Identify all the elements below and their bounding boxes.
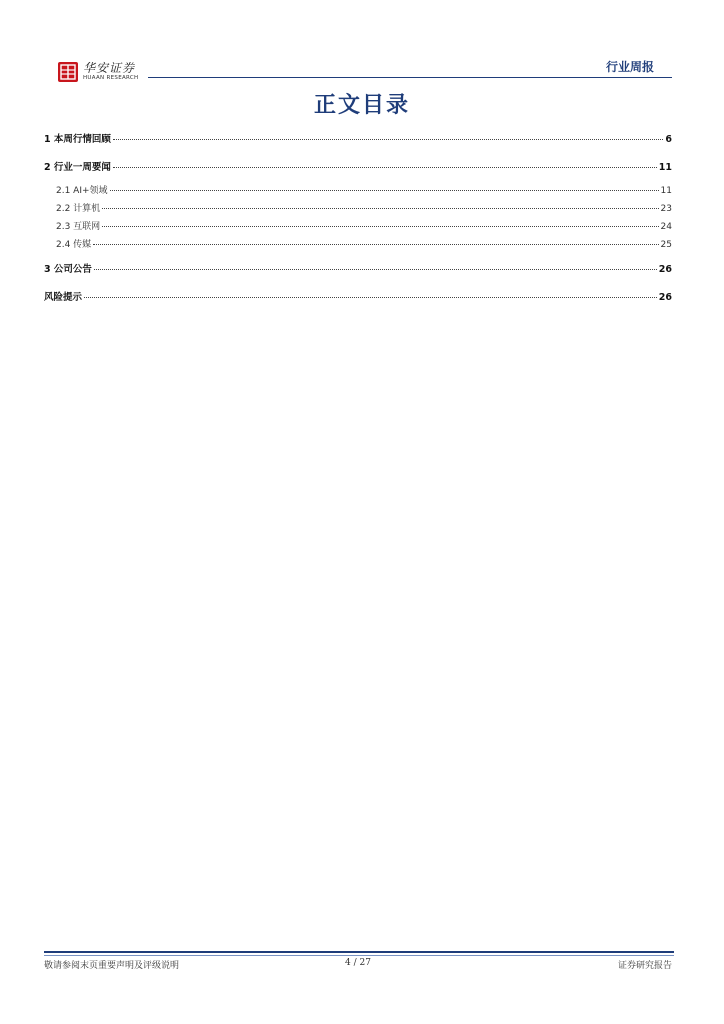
toc-entry-page: 23 [660, 204, 672, 214]
page-number: 4 / 27 [345, 958, 371, 968]
toc-entry-computer[interactable] [44, 201, 672, 219]
toc-entry-ai[interactable] [44, 183, 672, 201]
page-header [56, 58, 672, 88]
header-divider [148, 77, 672, 78]
toc-leader-dots [84, 297, 657, 298]
toc-entry-industry-news[interactable] [44, 159, 672, 177]
toc-entry-label: 2 行业一周要闻 [44, 162, 111, 173]
toc-entry-label: 2.1 AI+领域 [56, 186, 108, 196]
toc-entry-page: 26 [658, 264, 672, 275]
report-type: 行业周报 [605, 60, 654, 74]
brand-name-cn: 华安证券 [83, 61, 136, 75]
footer-disclaimer: 敬请参阅末页重要声明及评级说明 [44, 961, 180, 971]
toc-entry-risk[interactable] [44, 289, 672, 307]
toc-leader-dots [110, 190, 659, 191]
toc-entry-internet[interactable] [44, 219, 672, 237]
toc-entry-label: 2.3 互联网 [56, 222, 101, 232]
toc-entry-label: 2.4 传媒 [56, 240, 92, 250]
toc-leader-dots [113, 167, 657, 168]
toc-leader-dots [93, 244, 658, 245]
seal-icon [58, 62, 78, 82]
brand-name-en: HUAAN RESEARCH [83, 75, 139, 81]
table-of-contents [44, 131, 672, 317]
toc-entry-market-review[interactable] [44, 131, 672, 149]
toc-entry-announcements[interactable] [44, 261, 672, 279]
toc-leader-dots [102, 226, 658, 227]
footer-divider-thin [44, 955, 674, 956]
toc-entry-label: 2.2 计算机 [56, 204, 101, 214]
toc-leader-dots [113, 139, 663, 140]
toc-entry-page: 25 [660, 240, 672, 250]
toc-entry-label: 3 公司公告 [44, 264, 92, 275]
toc-leader-dots [102, 208, 658, 209]
toc-entry-label: 风险提示 [44, 292, 83, 303]
toc-entry-label: 1 本周行情回顾 [44, 134, 111, 145]
toc-entry-page: 24 [660, 222, 672, 232]
toc-title: 正文目录 [313, 92, 410, 118]
page-footer [44, 958, 672, 972]
toc-entry-media[interactable] [44, 237, 672, 255]
company-logo [58, 62, 138, 82]
toc-leader-dots [94, 269, 657, 270]
toc-entry-page: 6 [665, 134, 672, 145]
toc-entry-page: 11 [658, 162, 672, 173]
toc-entry-page: 11 [660, 186, 672, 196]
footer-divider [44, 951, 674, 953]
toc-entry-page: 26 [658, 292, 672, 303]
footer-report-label: 证券研究报告 [617, 961, 672, 971]
